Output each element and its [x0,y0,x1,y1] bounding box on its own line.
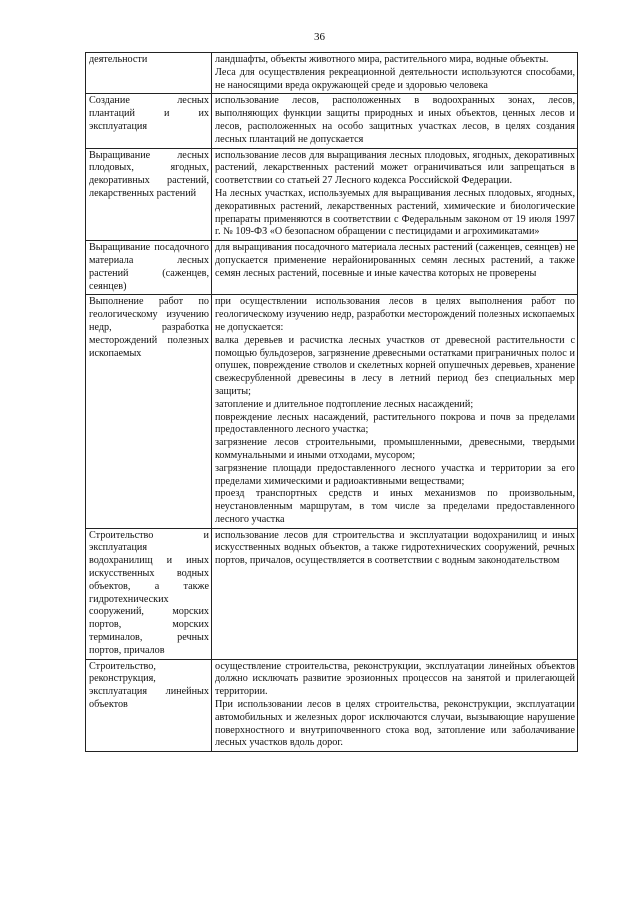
requirement-paragraph: затопление и длительное подтопление лесных насаждений; [215,398,474,410]
table-row [86,241,578,295]
table-row [86,528,578,659]
activity-cell: Строительство и эксплуатация водохранилищ и иных искусственных водных объектов, а также гидротехнических сооружений, морских портов, морских терминалов, речных портов, причалов [86,528,212,659]
requirement-cell [212,528,578,659]
activity-cell: Выращивание посадочного материала лесных растений (саженцев, сеянцев) [86,241,212,295]
requirement-paragraph: На лесных участках, используемых для выращивания лесных плодовых, ягодных, декоративных растений, лекарственных растений, химические и биологические препараты применяются в соответствии с Федеральным законом от 19 июля 1997 г. № 109-ФЗ «О безопасном обращении с пестицидами и агрохимикатами» [215,187,575,238]
requirement-paragraph: валка деревьев и расчистка лесных участков от древесной растительности с помощью бульдозеров, загрязнение древесными остатками приграничных полос и опушек, повреждение стволов и скелетных корней опушечных деревьев, хранение свежесрубленной древесины в лесу в летний период без специальных мер защиты; [215,334,575,397]
requirement-cell [212,295,578,528]
requirement-paragraph: повреждение лесных насаждений, растительного покрова и почв за пределами предоставленного лесного участка; [215,411,575,436]
page-number: 36 [314,31,325,43]
table-row [86,659,578,752]
requirement-cell [212,53,578,94]
activity-cell: Выполнение работ по геологическому изучению недр, разработка месторождений полезных ископаемых [86,295,212,528]
table-row [86,94,578,148]
requirement-paragraph: проезд транспортных средств и иных механизмов по произвольным, неустановленным маршрутам, в том числе за пределами предоставленного лесного участка [215,488,575,525]
requirement-cell [212,148,578,241]
requirement-cell [212,659,578,752]
requirement-paragraph: использование лесов для строительства и эксплуатации водохранилищ и иных искусственных водных объектов, а также гидротехнических сооружений, речных портов, причалов, осуществляется в соответствии с водным законодательством [215,529,575,567]
requirement-paragraph: для выращивания посадочного материала лесных растений (саженцев, сеянцев) не допускается применение нерайонированных семян лесных растений, а также семян лесных растений, посевные и иные качества которых не проверены [215,242,575,279]
table-row [86,295,578,528]
requirement-paragraph: при осуществлении использования лесов в целях выполнения работ по геологическому изучению недр, разработки месторождений полезных ископаемых не допускается: [215,296,575,333]
activity-cell: Строительство, реконструкция, эксплуатация линейных объектов [86,659,212,752]
requirement-cell [212,241,578,295]
requirement-paragraph: осуществление строительства, реконструкции, эксплуатации линейных объектов должно исключать развитие эрозионных процессов на занятой и прилегающей территории. [215,660,575,698]
activity-cell: Выращивание лесных плодовых, ягодных, декоративных растений, лекарственных растений [86,148,212,241]
activity-cell: Создание лесных плантаций и их эксплуатация [86,94,212,148]
requirement-paragraph: использование лесов, расположенных в водоохранных зонах, лесов, выполняющих функции защиты природных и иных объектов, ценных лесов и лесов, расположенных на особо защитных участках лесов, в целях создания лесных плантаций не допускается [215,95,575,145]
requirement-paragraph: загрязнение лесов строительными, промышленными, древесными, твердыми коммунальными и иными отходами, мусором; [215,437,575,461]
table-row [86,53,578,94]
activity-cell: деятельности [86,53,212,94]
requirement-paragraph: ландшафты, объекты животного мира, растительного мира, водные объекты. [215,54,549,65]
requirement-cell [212,94,578,148]
regulations-table [85,52,578,752]
requirement-paragraph: Леса для осуществления рекреационной деятельности используются способами, не наносящими вреда окружающей среде и здоровью человека [215,66,575,91]
requirement-paragraph: загрязнение площади предоставленного лесного участка и территории за его пределами химическими и радиоактивными веществами; [215,462,575,487]
table-row [86,148,578,241]
requirement-paragraph: использование лесов для выращивания лесных плодовых, ягодных, декоративных растений, лекарственных растений может ограничиваться или запрещаться в соответствии со статьей 27 Лесного кодекса Российской Федерации. [215,149,575,187]
requirement-paragraph: При использовании лесов в целях строительства, реконструкции, эксплуатации автомобильных и железных дорог исключаются случаи, вызывающие нарушение поверхностного и внутрипочвенного стока вод, затопление или заболачивание лесных участков вдоль дорог. [215,699,575,749]
